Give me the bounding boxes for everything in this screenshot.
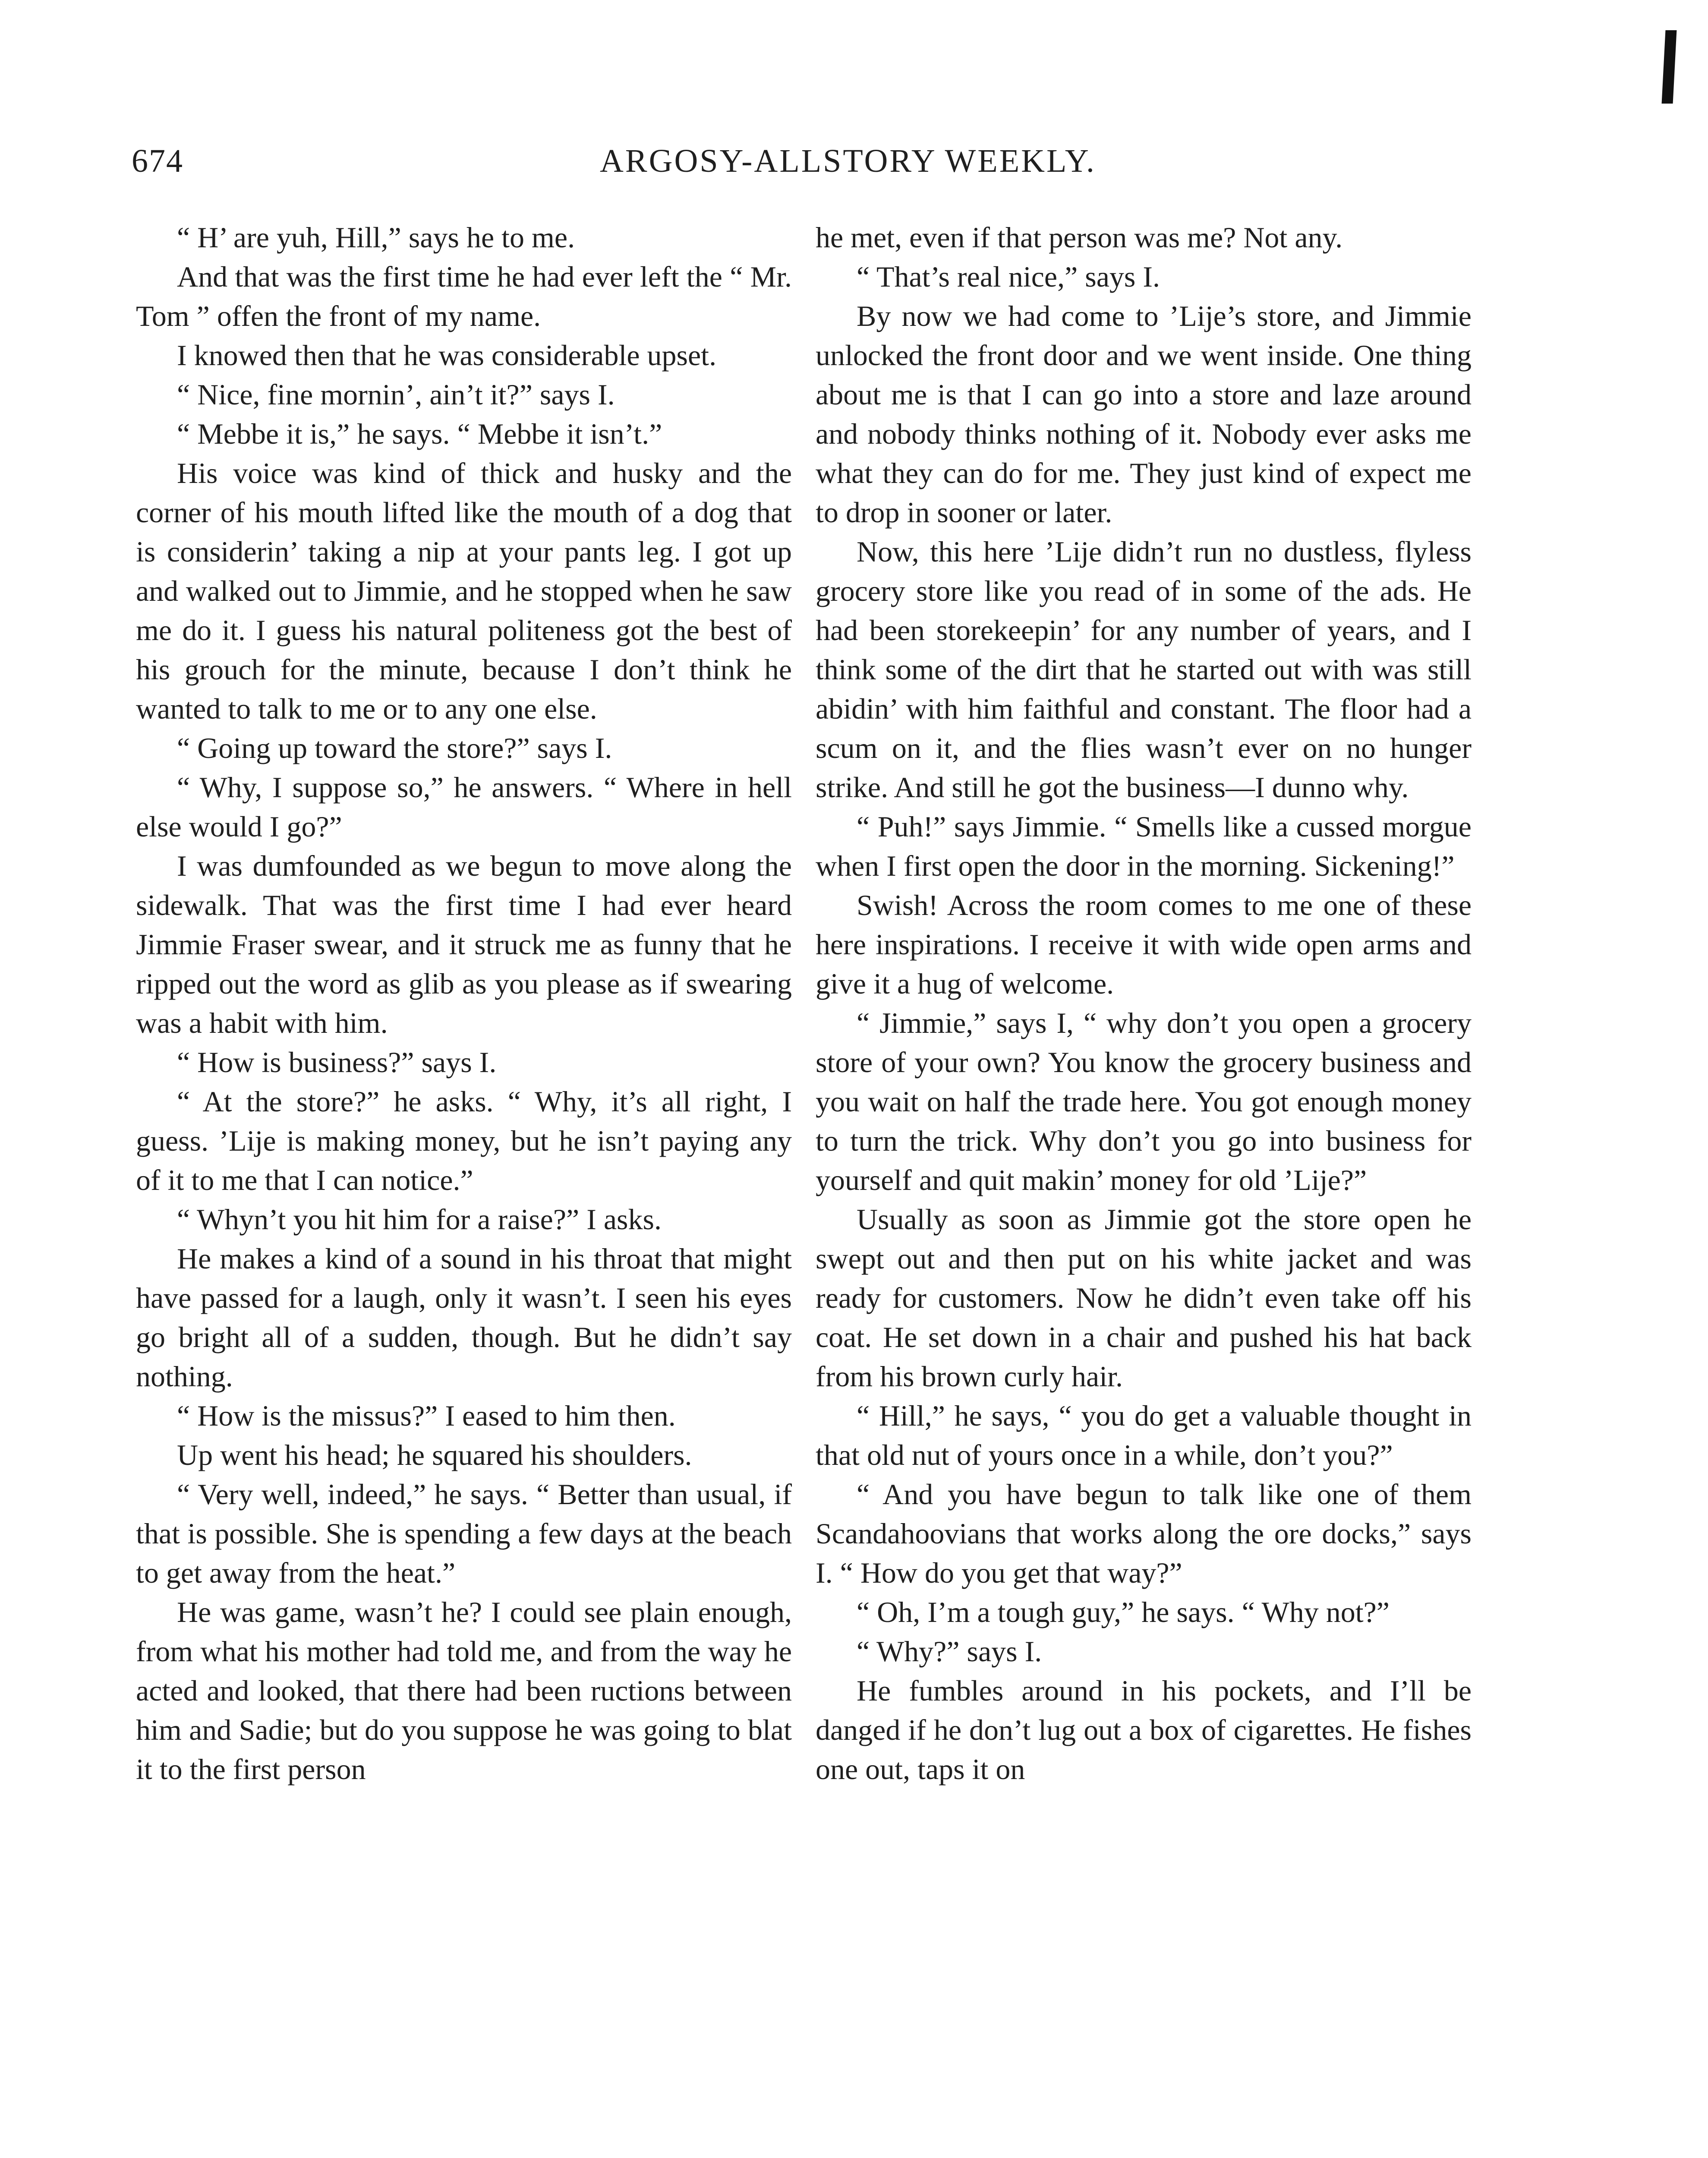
right-column — [816, 218, 1472, 1789]
paragraph: “ Nice, fine mornin’, ain’t it?” says I. — [177, 378, 615, 411]
paragraph: He was game, wasn’t he? I could see plain enough, from what his mother had told me, and from the way he acted and looked, that there had been ructions between him and Sadie; but do you suppose he was going to blat it to the first person — [136, 1596, 792, 1786]
page-header — [132, 142, 1564, 190]
paragraph: I was dumfounded as we begun to move along the sidewalk. That was the first time I had ever heard Jimmie Fraser swear, and it struck me as funny that he ripped out the word as glib as you please as if swearing was a habit with him. — [136, 849, 792, 1039]
paragraph: “ H’ are yuh, Hill,” says he to me. — [177, 221, 575, 254]
corner-ink-mark — [1662, 30, 1677, 104]
paragraph: “ Whyn’t you hit him for a raise?” I asks. — [177, 1203, 662, 1236]
running-head: ARGOSY-ALLSTORY WEEKLY. — [600, 143, 1096, 179]
paragraph: “ Very well, indeed,” he says. “ Better than usual, if that is possible. She is spending a few days at the beach to get away from the heat.” — [136, 1478, 792, 1589]
paragraph: “ Hill,” he says, “ you do get a valuable thought in that old nut of yours once in a while, don’t you?” — [816, 1399, 1472, 1471]
left-column — [136, 218, 792, 1789]
paragraph: Usually as soon as Jimmie got the store open he swept out and then put on his white jacket and was ready for customers. Now he didn’t even take off his coat. He set down in a chair and pushed his hat back from his brown curly hair. — [816, 1203, 1472, 1393]
paragraph: I knowed then that he was considerable upset. — [177, 339, 717, 372]
paragraph: “ Mebbe it is,” he says. “ Mebbe it isn’t.” — [177, 417, 662, 450]
paragraph: By now we had come to ’Lije’s store, and Jimmie unlocked the front door and we went inside. One thing about me is that I can go into a store and laze around and nobody thinks nothing of it. Nobody ever asks me what they can do for me. They just kind of expect me to drop in sooner or later. — [816, 300, 1472, 529]
paragraph: He makes a kind of a sound in his throat that might have passed for a laugh, only it wasn’t. I seen his eyes go bright all of a sudden, though. But he didn’t say nothing. — [136, 1242, 792, 1393]
paragraph: And that was the first time he had ever left the “ Mr. Tom ” offen the front of my name. — [136, 260, 792, 332]
paragraph: “ Puh!” says Jimmie. “ Smells like a cussed morgue when I first open the door in the morning. Sickening!” — [816, 810, 1472, 882]
paragraph: “ Jimmie,” says I, “ why don’t you open a grocery store of your own? You know the grocery business and you wait on half the trade here. You got enough money to turn the trick. Why don’t you go into business for yourself and quit makin’ money for old ’Lije?” — [816, 1006, 1472, 1196]
paragraph: “ At the store?” he asks. “ Why, it’s all right, I guess. ’Lije is making money, but he isn’t paying any of it to me that I can notice.” — [136, 1085, 792, 1196]
paragraph: His voice was kind of thick and husky and the corner of his mouth lifted like the mouth of a dog that is considerin’ taking a nip at your pants leg. I got up and walked out to Jimmie, and he stopped when he saw me do it. I guess his natural politeness got the best of his grouch for the minute, because I don’t think he wanted to talk to me or to any one else. — [136, 457, 792, 725]
paragraph: “ That’s real nice,” says I. — [857, 260, 1160, 293]
paragraph: “ Why?” says I. — [857, 1635, 1042, 1668]
paragraph: he met, even if that person was me? Not any. — [816, 221, 1343, 254]
paragraph: Swish! Across the room comes to me one of these here inspirations. I receive it with wide open arms and give it a hug of welcome. — [816, 889, 1472, 1000]
paragraph: “ Oh, I’m a tough guy,” he says. “ Why not?” — [857, 1596, 1390, 1628]
paragraph: Now, this here ’Lije didn’t run no dustless, flyless grocery store like you read of in some of the ads. He had been storekeepin’ for any number of years, and I think some of the dirt that he started out with was still abidin’ with him faithful and constant. The floor had a scum on it, and the flies wasn’t ever on no hunger strike. And still he got the business—I dunno why. — [816, 535, 1472, 804]
page-number: 674 — [132, 143, 183, 179]
paragraph: “ How is business?” says I. — [177, 1046, 497, 1079]
paragraph: “ How is the missus?” I eased to him then. — [177, 1399, 676, 1432]
paragraph: Up went his head; he squared his shoulders. — [177, 1439, 692, 1471]
paragraph: “ And you have begun to talk like one of them Scandahoovians that works along the ore docks,” says I. “ How do you get that way?” — [816, 1478, 1472, 1589]
paragraph: He fumbles around in his pockets, and I’ll be danged if he don’t lug out a box of cigarettes. He fishes one out, taps it on — [816, 1674, 1472, 1786]
paragraph: “ Going up toward the store?” says I. — [177, 732, 612, 764]
paragraph: “ Why, I suppose so,” he answers. “ Where in hell else would I go?” — [136, 771, 792, 843]
